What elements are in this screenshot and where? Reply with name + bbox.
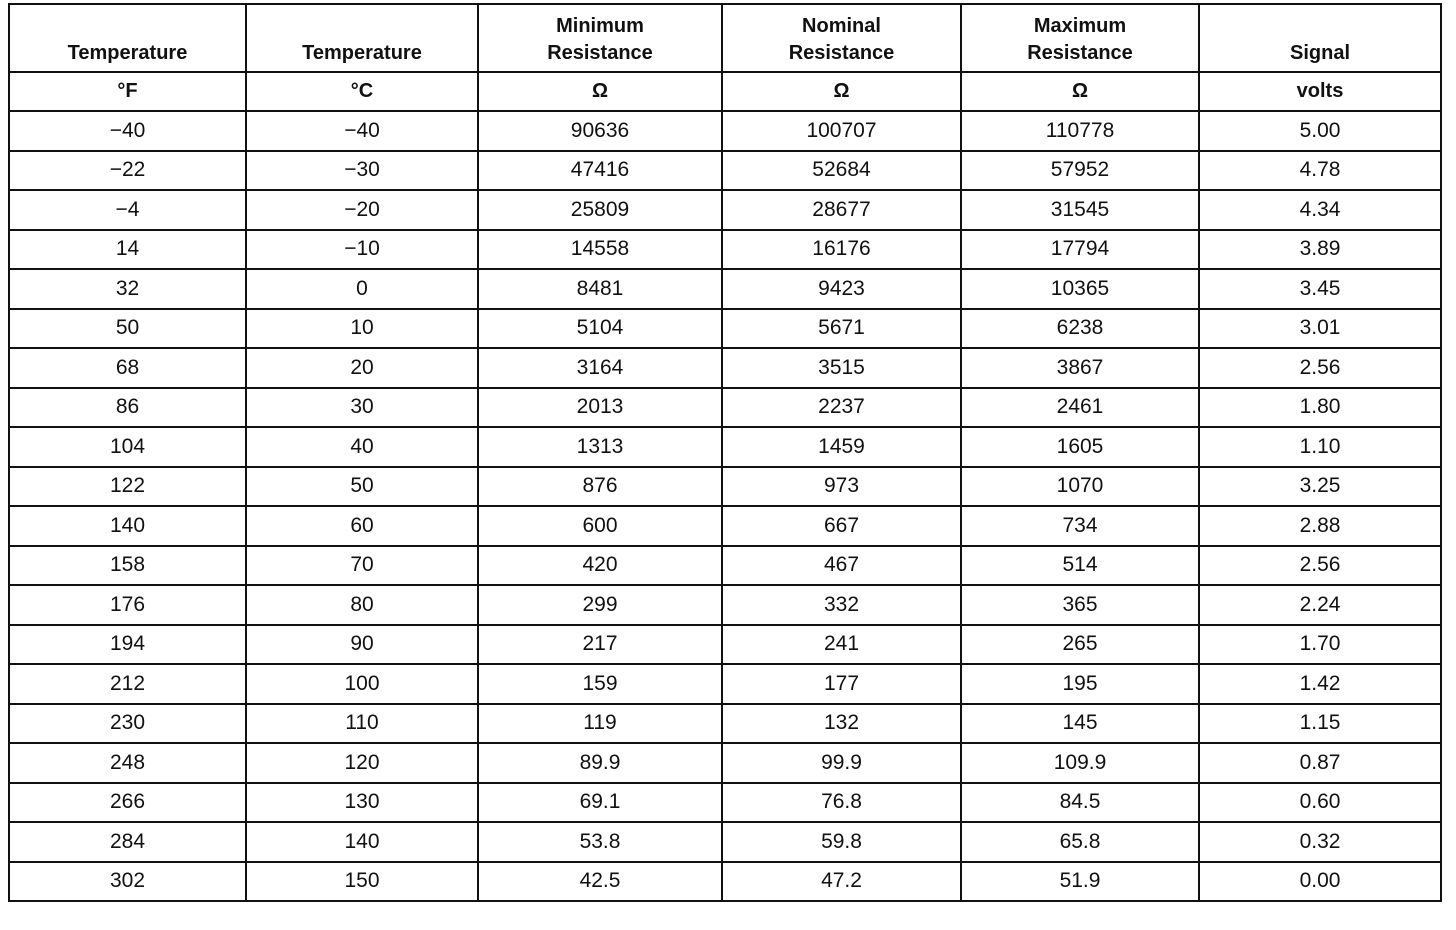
header-line: Nominal (802, 15, 881, 37)
cell-signal: 3.45 (1199, 269, 1441, 309)
header-line: Maximum (1033, 15, 1127, 37)
cell-nom-resistance: 2237 (722, 388, 961, 428)
cell-min-resistance: 69.1 (478, 783, 722, 823)
cell-min-resistance: 8481 (478, 269, 722, 309)
unit-ohm-nom: Ω (722, 72, 961, 111)
cell-signal: 2.24 (1199, 585, 1441, 625)
cell-nom-resistance: 332 (722, 585, 961, 625)
cell-max-resistance: 57952 (961, 151, 1199, 191)
unit-ohm-max: Ω (961, 72, 1199, 111)
cell-signal: 0.87 (1199, 743, 1441, 783)
cell-signal: 3.01 (1199, 309, 1441, 349)
cell-temperature-c: −30 (246, 151, 478, 191)
table-row (9, 151, 1441, 191)
cell-nom-resistance: 467 (722, 546, 961, 586)
unit-ohm-min: Ω (478, 72, 722, 111)
table-row (9, 111, 1441, 151)
cell-max-resistance: 17794 (961, 230, 1199, 270)
cell-temperature-f: 248 (9, 743, 246, 783)
cell-temperature-c: 30 (246, 388, 478, 428)
header-line: Resistance (1027, 42, 1133, 64)
cell-signal: 5.00 (1199, 111, 1441, 151)
cell-temperature-f: 230 (9, 704, 246, 744)
cell-nom-resistance: 667 (722, 506, 961, 546)
cell-min-resistance: 14558 (478, 230, 722, 270)
cell-nom-resistance: 76.8 (722, 783, 961, 823)
cell-max-resistance: 6238 (961, 309, 1199, 349)
cell-temperature-c: 10 (246, 309, 478, 349)
cell-max-resistance: 265 (961, 625, 1199, 665)
table-row (9, 506, 1441, 546)
cell-signal: 1.70 (1199, 625, 1441, 665)
cell-nom-resistance: 973 (722, 467, 961, 507)
cell-signal: 2.56 (1199, 348, 1441, 388)
cell-min-resistance: 600 (478, 506, 722, 546)
cell-signal: 3.89 (1199, 230, 1441, 270)
cell-min-resistance: 90636 (478, 111, 722, 151)
cell-min-resistance: 420 (478, 546, 722, 586)
cell-temperature-c: 50 (246, 467, 478, 507)
cell-nom-resistance: 177 (722, 664, 961, 704)
table-row (9, 743, 1441, 783)
unit-volts: volts (1199, 72, 1441, 111)
cell-signal: 0.00 (1199, 862, 1441, 902)
cell-temperature-f: 32 (9, 269, 246, 309)
header-line: Minimum (556, 15, 644, 37)
cell-min-resistance: 47416 (478, 151, 722, 191)
cell-temperature-c: 20 (246, 348, 478, 388)
cell-min-resistance: 53.8 (478, 822, 722, 862)
cell-temperature-c: 70 (246, 546, 478, 586)
cell-min-resistance: 217 (478, 625, 722, 665)
cell-temperature-f: 266 (9, 783, 246, 823)
header-line: Temperature (67, 42, 188, 64)
table-row (9, 388, 1441, 428)
cell-max-resistance: 1070 (961, 467, 1199, 507)
cell-nom-resistance: 132 (722, 704, 961, 744)
cell-temperature-f: 104 (9, 427, 246, 467)
header-maximum-resistance (961, 4, 1199, 72)
cell-max-resistance: 365 (961, 585, 1199, 625)
cell-signal: 2.56 (1199, 546, 1441, 586)
cell-signal: 0.32 (1199, 822, 1441, 862)
table-body (9, 111, 1441, 901)
cell-max-resistance: 84.5 (961, 783, 1199, 823)
header-signal (1199, 4, 1441, 72)
cell-nom-resistance: 9423 (722, 269, 961, 309)
cell-max-resistance: 1605 (961, 427, 1199, 467)
header-line: Temperature (302, 42, 422, 64)
cell-temperature-c: 90 (246, 625, 478, 665)
document-page (8, 3, 1440, 902)
cell-nom-resistance: 47.2 (722, 862, 961, 902)
cell-temperature-c: 120 (246, 743, 478, 783)
cell-signal: 1.42 (1199, 664, 1441, 704)
cell-min-resistance: 42.5 (478, 862, 722, 902)
cell-signal: 4.78 (1199, 151, 1441, 191)
cell-temperature-c: 140 (246, 822, 478, 862)
header-line: Resistance (547, 42, 653, 64)
cell-min-resistance: 159 (478, 664, 722, 704)
cell-temperature-f: 176 (9, 585, 246, 625)
cell-temperature-c: 60 (246, 506, 478, 546)
cell-max-resistance: 514 (961, 546, 1199, 586)
cell-temperature-f: 158 (9, 546, 246, 586)
cell-temperature-f: 14 (9, 230, 246, 270)
cell-temperature-f: −22 (9, 151, 246, 191)
header-row (9, 4, 1441, 72)
table-row (9, 585, 1441, 625)
cell-nom-resistance: 16176 (722, 230, 961, 270)
header-line: Signal (1289, 42, 1350, 64)
cell-max-resistance: 145 (961, 704, 1199, 744)
unit-fahrenheit: °F (9, 72, 246, 111)
cell-min-resistance: 25809 (478, 190, 722, 230)
cell-temperature-c: −20 (246, 190, 478, 230)
cell-signal: 1.15 (1199, 704, 1441, 744)
cell-min-resistance: 119 (478, 704, 722, 744)
cell-min-resistance: 1313 (478, 427, 722, 467)
table-row (9, 190, 1441, 230)
cell-min-resistance: 5104 (478, 309, 722, 349)
cell-temperature-f: 86 (9, 388, 246, 428)
cell-max-resistance: 65.8 (961, 822, 1199, 862)
cell-temperature-f: 302 (9, 862, 246, 902)
cell-temperature-f: 50 (9, 309, 246, 349)
table-row (9, 704, 1441, 744)
cell-temperature-f: 68 (9, 348, 246, 388)
cell-temperature-f: −40 (9, 111, 246, 151)
cell-temperature-c: 150 (246, 862, 478, 902)
cell-temperature-f: 284 (9, 822, 246, 862)
cell-max-resistance: 110778 (961, 111, 1199, 151)
table-row (9, 862, 1441, 902)
cell-temperature-c: 80 (246, 585, 478, 625)
cell-temperature-c: 0 (246, 269, 478, 309)
cell-temperature-f: 194 (9, 625, 246, 665)
header-minimum-resistance (478, 4, 722, 72)
header-temperature-c (246, 4, 478, 72)
table-row (9, 664, 1441, 704)
header-temperature-f (9, 4, 246, 72)
table-row (9, 783, 1441, 823)
units-row (9, 72, 1441, 111)
cell-max-resistance: 109.9 (961, 743, 1199, 783)
cell-max-resistance: 2461 (961, 388, 1199, 428)
cell-min-resistance: 89.9 (478, 743, 722, 783)
cell-signal: 1.10 (1199, 427, 1441, 467)
cell-signal: 0.60 (1199, 783, 1441, 823)
table-row (9, 625, 1441, 665)
cell-nom-resistance: 3515 (722, 348, 961, 388)
cell-max-resistance: 195 (961, 664, 1199, 704)
cell-nom-resistance: 241 (722, 625, 961, 665)
cell-nom-resistance: 52684 (722, 151, 961, 191)
cell-temperature-c: −40 (246, 111, 478, 151)
cell-nom-resistance: 5671 (722, 309, 961, 349)
cell-max-resistance: 734 (961, 506, 1199, 546)
table-row (9, 546, 1441, 586)
cell-signal: 3.25 (1199, 467, 1441, 507)
cell-nom-resistance: 100707 (722, 111, 961, 151)
cell-temperature-f: 140 (9, 506, 246, 546)
cell-min-resistance: 3164 (478, 348, 722, 388)
table-row (9, 269, 1441, 309)
cell-temperature-f: −4 (9, 190, 246, 230)
cell-signal: 2.88 (1199, 506, 1441, 546)
cell-nom-resistance: 1459 (722, 427, 961, 467)
cell-temperature-c: 40 (246, 427, 478, 467)
cell-min-resistance: 299 (478, 585, 722, 625)
resistance-signal-table (8, 3, 1442, 902)
cell-nom-resistance: 99.9 (722, 743, 961, 783)
cell-temperature-c: 100 (246, 664, 478, 704)
cell-temperature-c: 130 (246, 783, 478, 823)
cell-temperature-c: −10 (246, 230, 478, 270)
header-line: Resistance (788, 42, 895, 64)
cell-nom-resistance: 28677 (722, 190, 961, 230)
cell-max-resistance: 3867 (961, 348, 1199, 388)
table-row (9, 427, 1441, 467)
table-row (9, 822, 1441, 862)
cell-max-resistance: 51.9 (961, 862, 1199, 902)
table-row (9, 230, 1441, 270)
cell-max-resistance: 31545 (961, 190, 1199, 230)
cell-signal: 1.80 (1199, 388, 1441, 428)
header-nominal-resistance (722, 4, 961, 72)
cell-min-resistance: 876 (478, 467, 722, 507)
table-row (9, 348, 1441, 388)
table-row (9, 467, 1441, 507)
cell-max-resistance: 10365 (961, 269, 1199, 309)
cell-temperature-f: 212 (9, 664, 246, 704)
cell-signal: 4.34 (1199, 190, 1441, 230)
unit-celsius: °C (246, 72, 478, 111)
cell-temperature-f: 122 (9, 467, 246, 507)
cell-nom-resistance: 59.8 (722, 822, 961, 862)
cell-temperature-c: 110 (246, 704, 478, 744)
cell-min-resistance: 2013 (478, 388, 722, 428)
table-row (9, 309, 1441, 349)
